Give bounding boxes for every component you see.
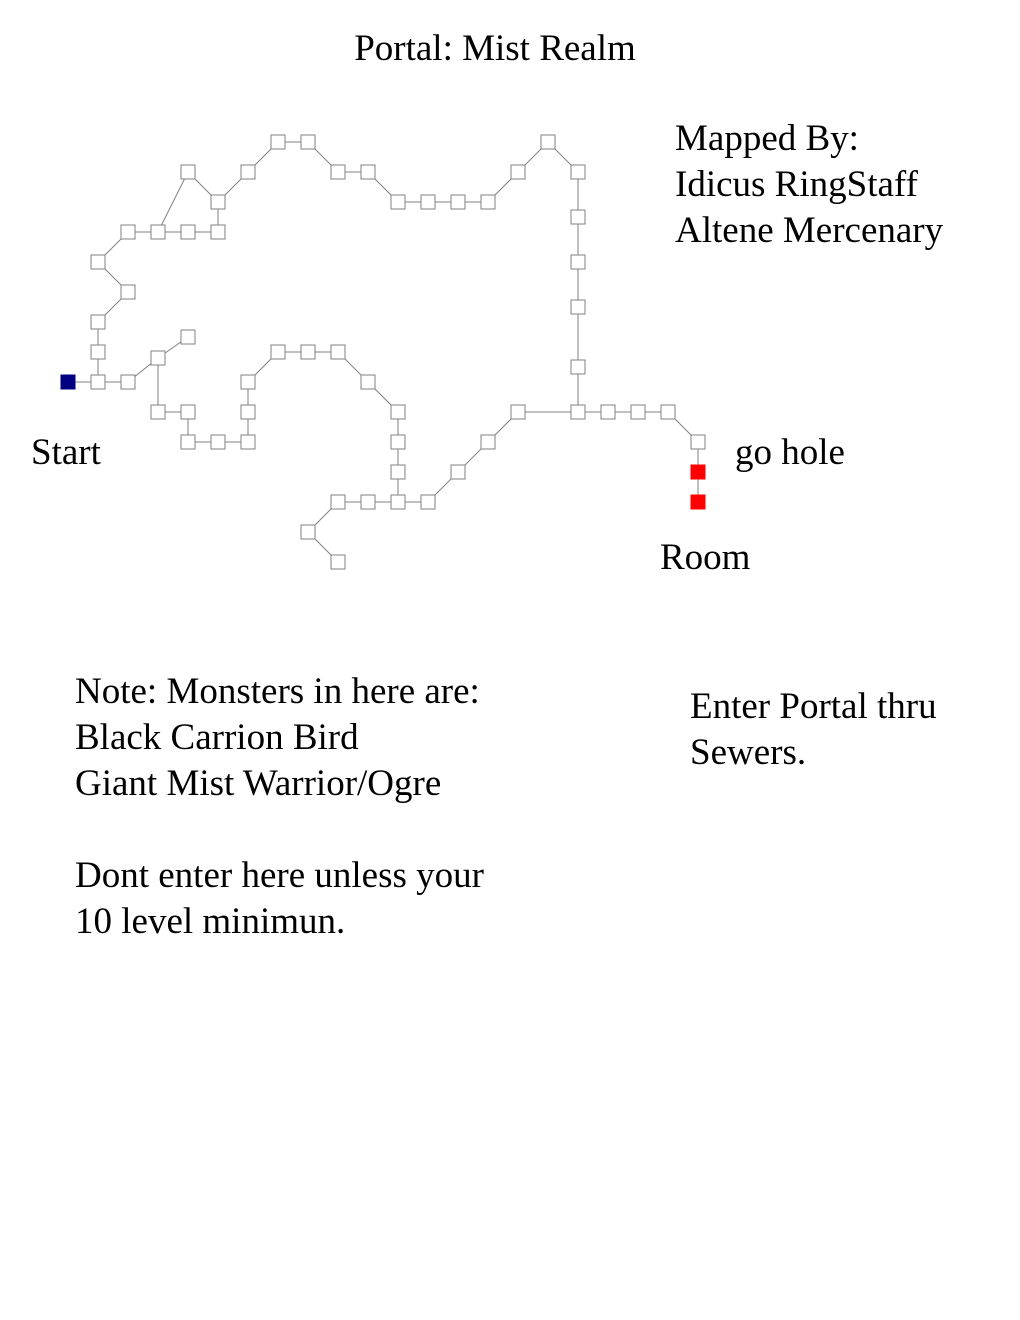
- map-room: [91, 315, 105, 329]
- map-room: [241, 405, 255, 419]
- map-room: [331, 555, 345, 569]
- map-room: [421, 195, 435, 209]
- map-room: [661, 405, 675, 419]
- warning-line: Dont enter here unless your: [75, 855, 484, 896]
- start-room: [61, 375, 75, 389]
- map-room: [271, 345, 285, 359]
- map-room: [391, 435, 405, 449]
- map-room: [181, 435, 195, 449]
- map-room: [571, 300, 585, 314]
- monster-item: Black Carrion Bird: [75, 717, 359, 758]
- map-room: [181, 405, 195, 419]
- map-room: [691, 435, 705, 449]
- monster-item: Giant Mist Warrior/Ogre: [75, 763, 442, 804]
- map-room: [151, 351, 165, 365]
- map-room: [211, 195, 225, 209]
- warning-line: 10 level minimun.: [75, 901, 346, 942]
- map-room: [241, 435, 255, 449]
- map-room: [361, 375, 375, 389]
- map-room: [361, 165, 375, 179]
- credits-author: Idicus RingStaff: [675, 164, 918, 205]
- map-room: [631, 405, 645, 419]
- map-room: [571, 210, 585, 224]
- map-room: [91, 375, 105, 389]
- map-room: [571, 405, 585, 419]
- credits: [675, 116, 943, 254]
- map-room: [241, 165, 255, 179]
- map-room: [241, 375, 255, 389]
- map-room: [271, 135, 285, 149]
- map-room: [151, 225, 165, 239]
- map-room: [91, 345, 105, 359]
- map-room: [511, 165, 525, 179]
- credits-heading: Mapped By:: [675, 118, 859, 159]
- room-label: Room: [660, 537, 751, 578]
- map-room: [601, 405, 615, 419]
- map-room: [331, 495, 345, 509]
- map-room: [391, 405, 405, 419]
- entry-note-line: Enter Portal thru: [690, 686, 937, 727]
- go-hole-label: go hole: [735, 432, 845, 473]
- map-room: [571, 360, 585, 374]
- entry-note: [690, 684, 937, 776]
- map-room: [121, 375, 135, 389]
- map-room: [571, 165, 585, 179]
- map-room: [421, 495, 435, 509]
- map-room: [301, 525, 315, 539]
- map-room: [391, 195, 405, 209]
- map-room: [391, 495, 405, 509]
- map-room: [121, 225, 135, 239]
- map-room: [301, 345, 315, 359]
- map-room: [481, 435, 495, 449]
- map-room: [391, 465, 405, 479]
- map-room: [331, 165, 345, 179]
- map-room: [91, 255, 105, 269]
- map-room: [481, 195, 495, 209]
- map-room: [541, 135, 555, 149]
- start-label: Start: [31, 432, 101, 473]
- monsters-heading: Note: Monsters in here are:: [75, 671, 480, 712]
- map-room: [511, 405, 525, 419]
- monster-notes: [75, 669, 484, 945]
- map-room: [151, 405, 165, 419]
- map-room: [331, 345, 345, 359]
- spacer: [75, 807, 484, 853]
- map-room: [451, 465, 465, 479]
- map-room: [211, 225, 225, 239]
- map-room: [361, 495, 375, 509]
- target-room: [691, 495, 705, 509]
- map-room: [121, 285, 135, 299]
- map-room: [211, 435, 225, 449]
- rooms: [61, 135, 705, 569]
- map-room: [301, 135, 315, 149]
- map-room: [181, 165, 195, 179]
- map-title: Portal: Mist Realm: [354, 28, 636, 69]
- entry-note-line: Sewers.: [690, 732, 807, 773]
- map-room: [571, 255, 585, 269]
- map-room: [451, 195, 465, 209]
- map-room: [181, 225, 195, 239]
- room-link: [158, 172, 188, 232]
- credits-author: Altene Mercenary: [675, 210, 944, 251]
- hole-room: [691, 465, 705, 479]
- map-room: [181, 330, 195, 344]
